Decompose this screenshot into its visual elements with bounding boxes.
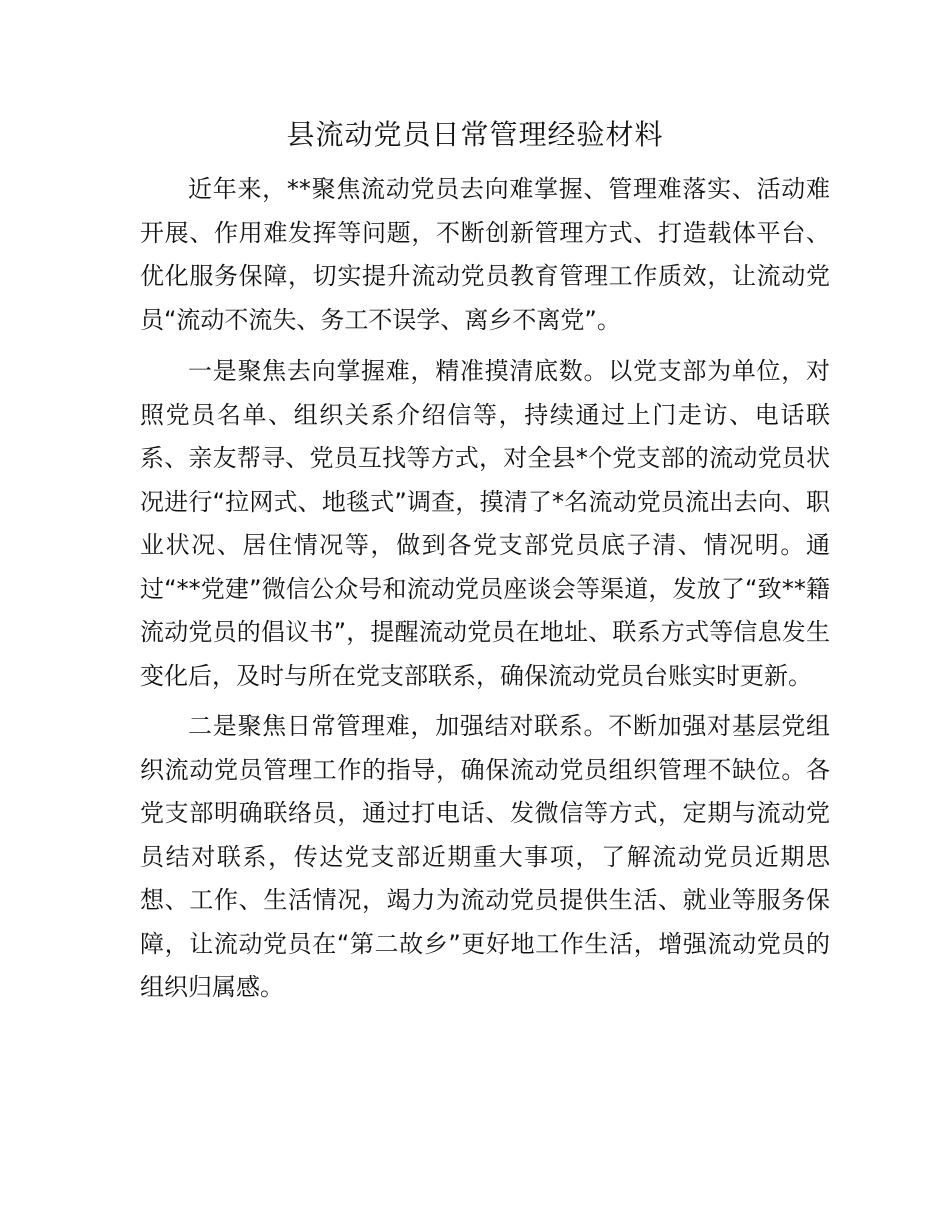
document-title: 县流动党员日常管理经验材料 bbox=[286, 118, 664, 151]
paragraph-point-two: 二是聚焦日常管理难，加强结对联系。不断加强对基层党组织流动党员管理工作的指导，确保流动党员组织管理不缺位。各党支部明确联络员，通过打电话、发微信等方式，定期与流动党员结对联系，传达党支部近期重大事项，了解流动党员近期思想、工作、生活情况，竭力为流动党员提供生活、就业等服务保障，让流动党员在“第二故乡”更好地工作生活，增强流动党员的组织归属感。 bbox=[140, 712, 830, 1001]
paragraph-intro: 近年来，**聚焦流动党员去向难掌握、管理难落实、活动难开展、作用难发挥等问题，不断创新管理方式、打造载体平台、优化服务保障，切实提升流动党员教育管理工作质效，让流动党员“流动不流失、务工不误学、离乡不离党”。 bbox=[140, 175, 830, 334]
paragraph-point-one: 一是聚焦去向掌握难，精准摸清底数。以党支部为单位，对照党员名单、组织关系介绍信等，持续通过上门走访、电话联系、亲友帮寻、党员互找等方式，对全县*个党支部的流动党员状况进行“拉网式、地毯式”调查，摸清了*名流动党员流出去向、职业状况、居住情况等，做到各党支部党员底子清、情况明。通过“**党建”微信公众号和流动党员座谈会等渠道，发放了“致**籍流动党员的倡议书”，提醒流动党员在地址、联系方式等信息发生变化后，及时与所在党支部联系，确保流动党员台账实时更新。 bbox=[140, 357, 830, 690]
